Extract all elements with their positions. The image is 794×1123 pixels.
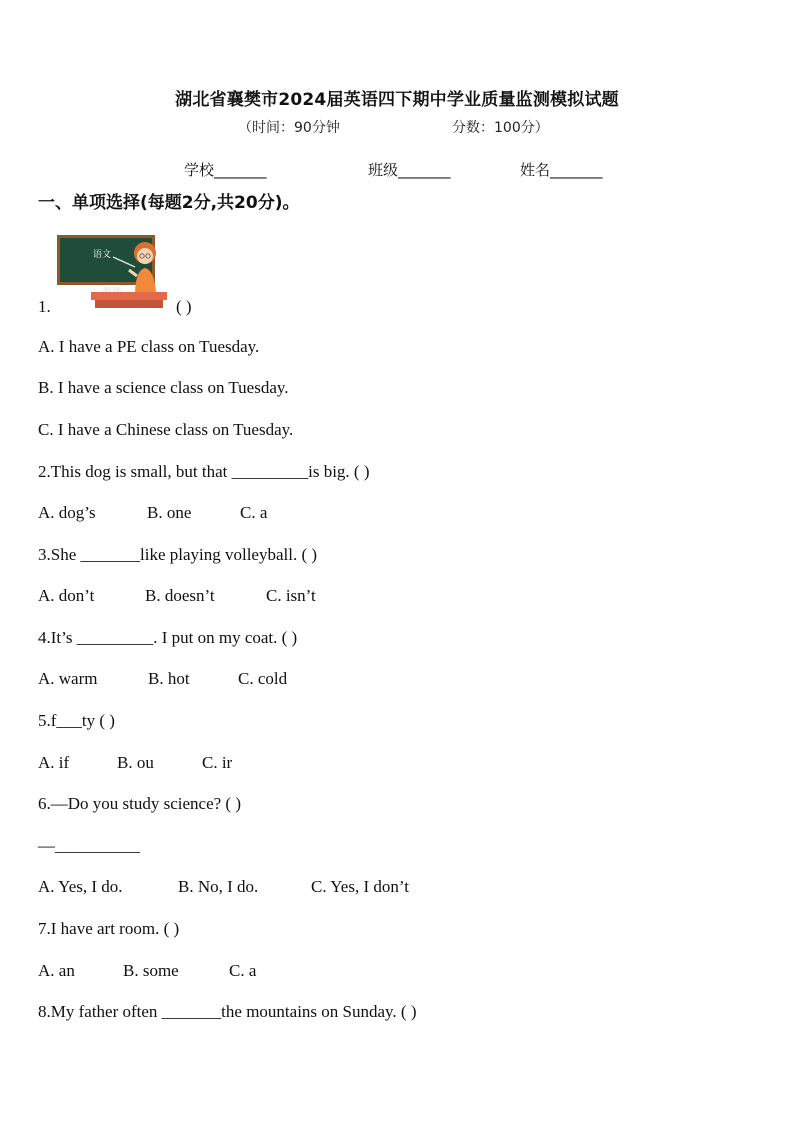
svg-text:语文: 语文 bbox=[93, 250, 112, 260]
q1-option-c: C. I have a Chinese class on Tuesday. bbox=[38, 420, 294, 439]
name-field: 姓名_______ bbox=[520, 161, 603, 179]
q4-option-b: B. hot bbox=[148, 669, 190, 688]
q1-option-a: A. I have a PE class on Tuesday. bbox=[38, 337, 260, 356]
q8-stem: 8.My father often _______the mountains on Sunday. ( ) bbox=[38, 1002, 417, 1021]
q5-option-a: A. if bbox=[38, 753, 70, 772]
q3-option-b: B. doesn’t bbox=[145, 586, 215, 605]
q4-option-c: C. cold bbox=[238, 669, 288, 688]
q4-option-a: A. warm bbox=[38, 669, 98, 688]
section-heading: 一、单项选择(每题2分,共20分)。 bbox=[38, 193, 300, 213]
q5-option-c: C. ir bbox=[202, 753, 233, 772]
school-field: 学校_______ bbox=[184, 161, 267, 179]
q1-option-b: B. I have a science class on Tuesday. bbox=[38, 378, 289, 397]
q7-option-a: A. an bbox=[38, 961, 75, 980]
q6-answer-line: —__________ bbox=[38, 836, 140, 855]
q2-stem: 2.This dog is small, but that _________is big. ( ) bbox=[38, 462, 370, 481]
q2-option-b: B. one bbox=[147, 503, 192, 522]
q6-option-a: A. Yes, I do. bbox=[38, 877, 123, 896]
q1-paren: ( ) bbox=[176, 297, 192, 316]
q1-number: 1. bbox=[38, 297, 51, 316]
teacher-blackboard-image bbox=[55, 232, 170, 312]
exam-score: 分数：100分） bbox=[452, 120, 549, 136]
q5-option-b: B. ou bbox=[117, 753, 154, 772]
q2-option-c: C. a bbox=[240, 503, 268, 522]
q7-option-b: B. some bbox=[123, 961, 179, 980]
q3-option-c: C. isn’t bbox=[266, 586, 316, 605]
q7-option-c: C. a bbox=[229, 961, 257, 980]
q6-stem: 6.—Do you study science? ( ) bbox=[38, 794, 242, 813]
exam-time: （时间：90分钟 bbox=[238, 120, 340, 136]
q3-stem: 3.She _______like playing volleyball. ( ) bbox=[38, 545, 318, 564]
exam-title: 湖北省襄樊市2024届英语四下期中学业质量监测模拟试题 bbox=[175, 90, 619, 110]
q4-stem: 4.It’s _________. I put on my coat. ( ) bbox=[38, 628, 298, 647]
q5-stem: 5.f___ty ( ) bbox=[38, 711, 115, 730]
q7-stem: 7.I have art room. ( ) bbox=[38, 919, 180, 938]
q3-option-a: A. don’t bbox=[38, 586, 95, 605]
q2-option-a: A. dog’s bbox=[38, 503, 96, 522]
q6-option-c: C. Yes, I don’t bbox=[311, 877, 409, 896]
q6-option-b: B. No, I do. bbox=[178, 877, 259, 896]
class-field: 班级_______ bbox=[368, 161, 451, 179]
